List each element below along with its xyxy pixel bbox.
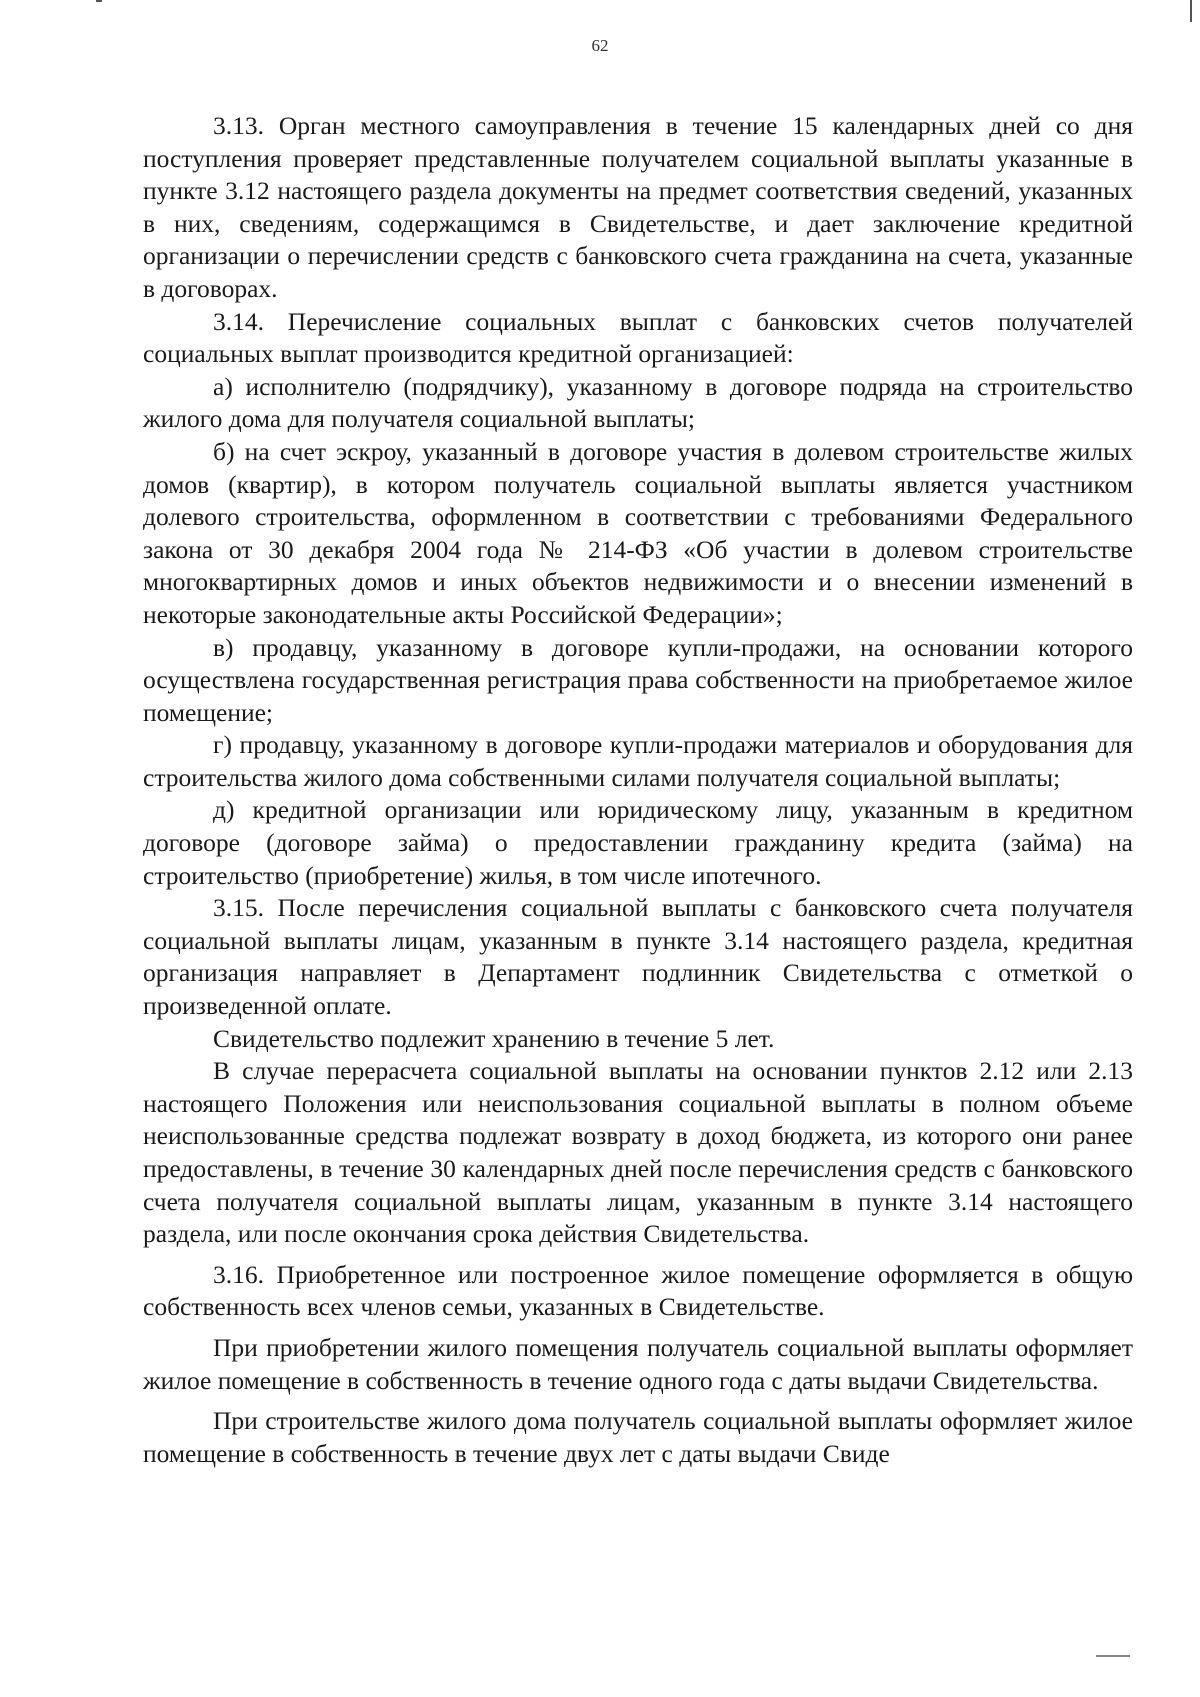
- paragraph-3-14: 3.14. Перечисление социальных выплат с банковских счетов получателей социальных выплат производится кредитной организацией:: [143, 306, 1133, 369]
- paragraph-3-13: 3.13. Орган местного самоуправления в течение 15 календарных дней со дня поступления проверяет представленные получателем социальной выплаты указанные в пункте 3.12 настоящего раздела документы на предмет соответствия сведений, указанных в них, сведениям, содержащимся в Свидетельстве, и дает заключение кредитной организации о перечислении средств с банковского счета гражданина на счета, указанные в договорах.: [143, 111, 1133, 303]
- paragraph-item-a: а) исполнителю (подрядчику), указанному в договоре подряда на строительство жилого дома для получателя социальной выплаты;: [143, 371, 1133, 434]
- document-body: [143, 110, 1133, 1470]
- scan-artifact: [1190, 0, 1192, 22]
- paragraph-3-16: 3.16. Приобретенное или построенное жилое помещение оформляется в общую собственность всех членов семьи, указанных в Свидетельстве.: [143, 1259, 1133, 1322]
- scan-artifact: [1096, 1655, 1130, 1657]
- paragraph-construction: При строительстве жилого дома получатель социальной выплаты оформляет жилое помещение в собственность в течение двух лет с даты выдачи Свиде: [143, 1406, 1133, 1468]
- paragraph-recalculation: В случае перерасчета социальной выплаты на основании пунктов 2.12 или 2.13 настоящего Положения или неиспользования социальной выплаты в полном объеме неиспользованные средства подлежат возврату в доход бюджета, из которого они ранее предоставлены, в течение 30 календарных дней после перечисления средств с банковского счета получателя социальной выплаты лицам, указанным в пункте 3.14 настоящего раздела, или после окончания срока действия Свидетельства.: [143, 1056, 1133, 1249]
- paragraph-item-v: в) продавцу, указанному в договоре купли-продажи, на основании которого осуществлена государственная регистрация права собственности на приобретаемое жилое помещение;: [143, 632, 1133, 727]
- paragraph-item-g: г) продавцу, указанному в договоре купли-продажи материалов и оборудования для строительства жилого дома собственными силами получателя социальной выплаты;: [143, 730, 1133, 792]
- paragraph-acquisition: При приобретении жилого помещения получатель социальной выплаты оформляет жилое помещение в собственность в течение одного года с даты выдачи Свидетельства.: [143, 1332, 1133, 1395]
- page-number: 62: [591, 36, 609, 55]
- paragraph-3-15: 3.15. После перечисления социальной выплаты с банковского счета получателя социальной выплаты лицам, указанным в пункте 3.14 настоящего раздела, кредитная организация направляет в Департамент подлинник Свидетельства с отметкой о произведенной оплате.: [143, 893, 1133, 1021]
- paragraph-storage: Свидетельство подлежит хранению в течение 5 лет.: [213, 1023, 775, 1053]
- paragraph-item-d: д) кредитной организации или юридическому лицу, указанным в кредитном договоре (договоре займа) о предоставлении гражданину кредита (займа) на строительство (приобретение) жилья, в том числе ипотечного.: [143, 795, 1133, 890]
- paragraph-item-b: б) на счет эскроу, указанный в договоре участия в долевом строительстве жилых домов (квартир), в котором получатель социальной выплаты является участником долевого строительства, оформленном в соответствии с требованиями Федерального закона от 30 декабря 2004 года № 214-ФЗ «Об участии в долевом строительстве многоквартирных домов и иных объектов недвижимости и о внесении изменений в некоторые законодательные акты Российской Федерации»;: [143, 436, 1133, 629]
- scan-artifact: [96, 0, 102, 2]
